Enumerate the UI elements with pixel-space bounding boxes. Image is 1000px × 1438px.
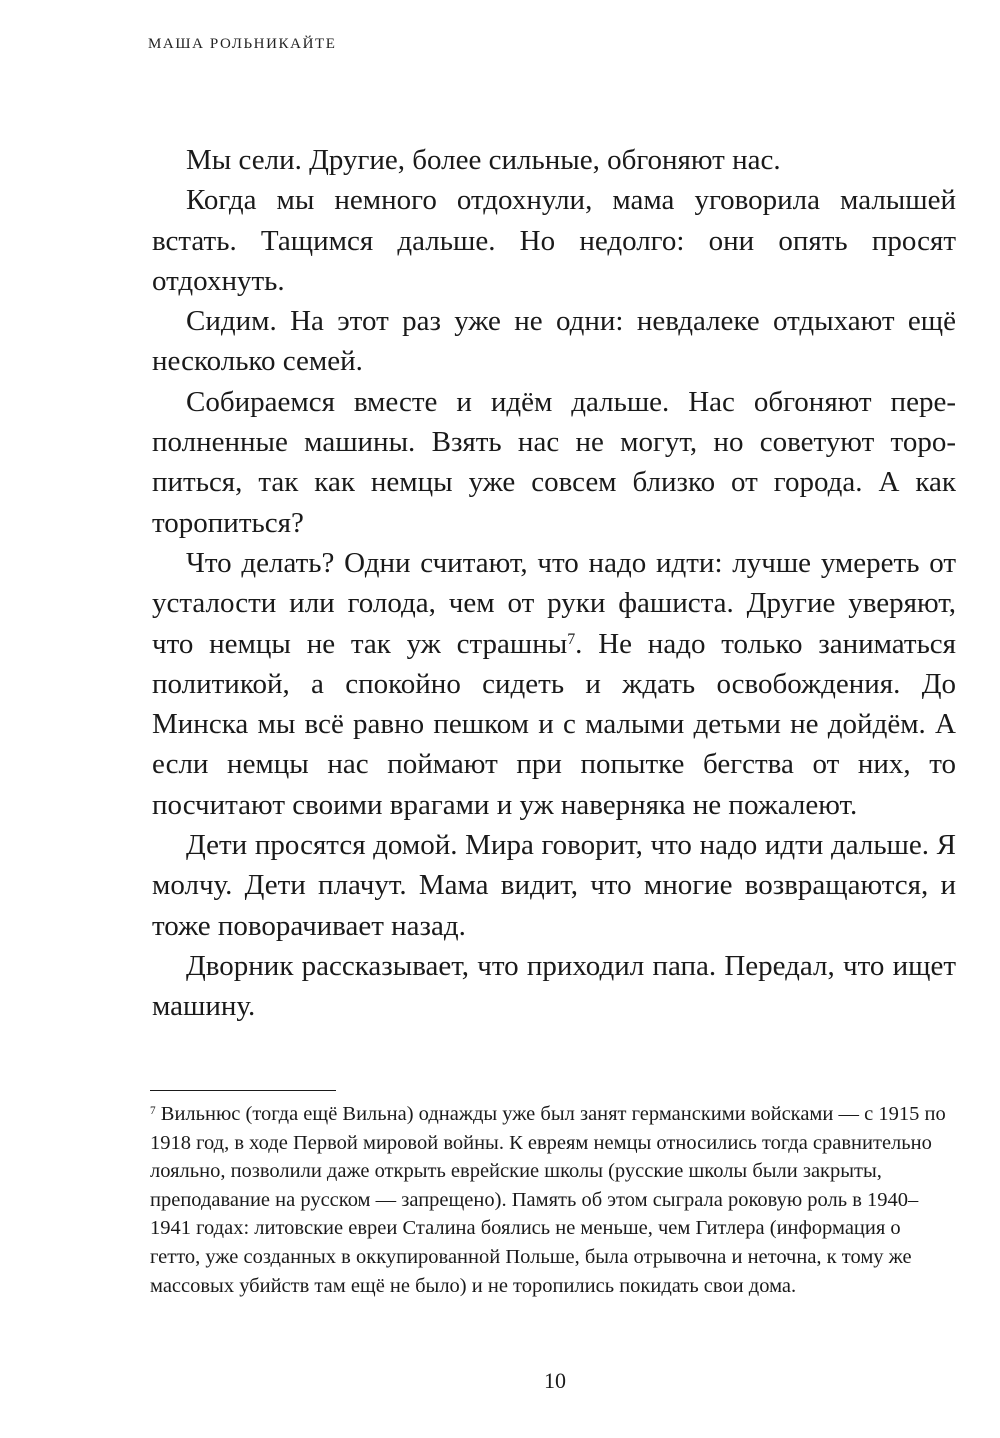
paragraph: Дети просятся домой. Мира говорит, что надо идти дальше. Я молчу. Дети плачут. Мама видит, что многие возвращаются, и тоже поворачивает назад. [152, 829, 956, 942]
footnote-marker: 7 [150, 1104, 156, 1117]
paragraph: Когда мы немного отдохнули, мама уговорила малышей встать. Тащимся дальше. Но недолго: они опять просят отдохнуть. [152, 184, 956, 297]
paragraph: Сидим. На этот раз уже не одни: невдалеке отдыхают ещё несколько семей. [152, 305, 956, 378]
footnote-text: Вильнюс (тогда ещё Вильна) однажды уже был занят германскими войсками — с 1915 по 1918 год, в ходе Первой мировой войны. К евреям немцы относились тогда сравнительно лояльно, позволили даже открыть еврейские школы (русские школы были закрыты, преподавание на русском — запрещено). Память об этом сыграла роковую роль в 1940–1941 годах: литовские евреи Сталина боялись не меньше, чем Гитлера (информация о гетто, уже созданных в оккупированной Польше, была отрывочна и неточна, к тому же массовых убийств там ещё не было) и не торопились покидать свои дома. [150, 1103, 946, 1297]
footnotes [150, 1100, 956, 1300]
paragraph: Дворник рассказывает, что приходил папа. Передал, что ищет машину. [152, 949, 956, 1023]
paragraph-text: Что делать? Одни считают, что надо идти: лучше умереть от усталости или голода, чем от руки фашиста. Другие уверяют, что немцы не так уж страшны [152, 546, 956, 660]
footnote-reference[interactable]: 7 [567, 630, 576, 648]
footnote-divider [150, 1090, 336, 1091]
page-number: 10 [544, 1368, 566, 1393]
paragraph: Собираемся вместе и идём дальше. Нас обгоняют переполненные машины. Взять нас не могут, но советуют торопиться, так как немцы уже совсем близко от города. А как торопиться? [152, 385, 956, 539]
main-text [152, 140, 956, 1027]
paragraph-with-note [152, 543, 956, 825]
running-head: МАША РОЛЬНИКАЙТЕ [148, 36, 337, 52]
paragraph-text: . Не надо только заниматься политикой, а спокойно сидеть и ждать освобождения. До Минска мы всё равно пешком и с малыми детьми не дойдём. А если немцы нас поймают при попытке бегства от них, то посчитают своими врагами и уж наверняка не пожалеют. [152, 627, 957, 821]
paragraph: Мы сели. Другие, более сильные, обгоняют нас. [186, 144, 781, 176]
footnote [150, 1100, 956, 1300]
